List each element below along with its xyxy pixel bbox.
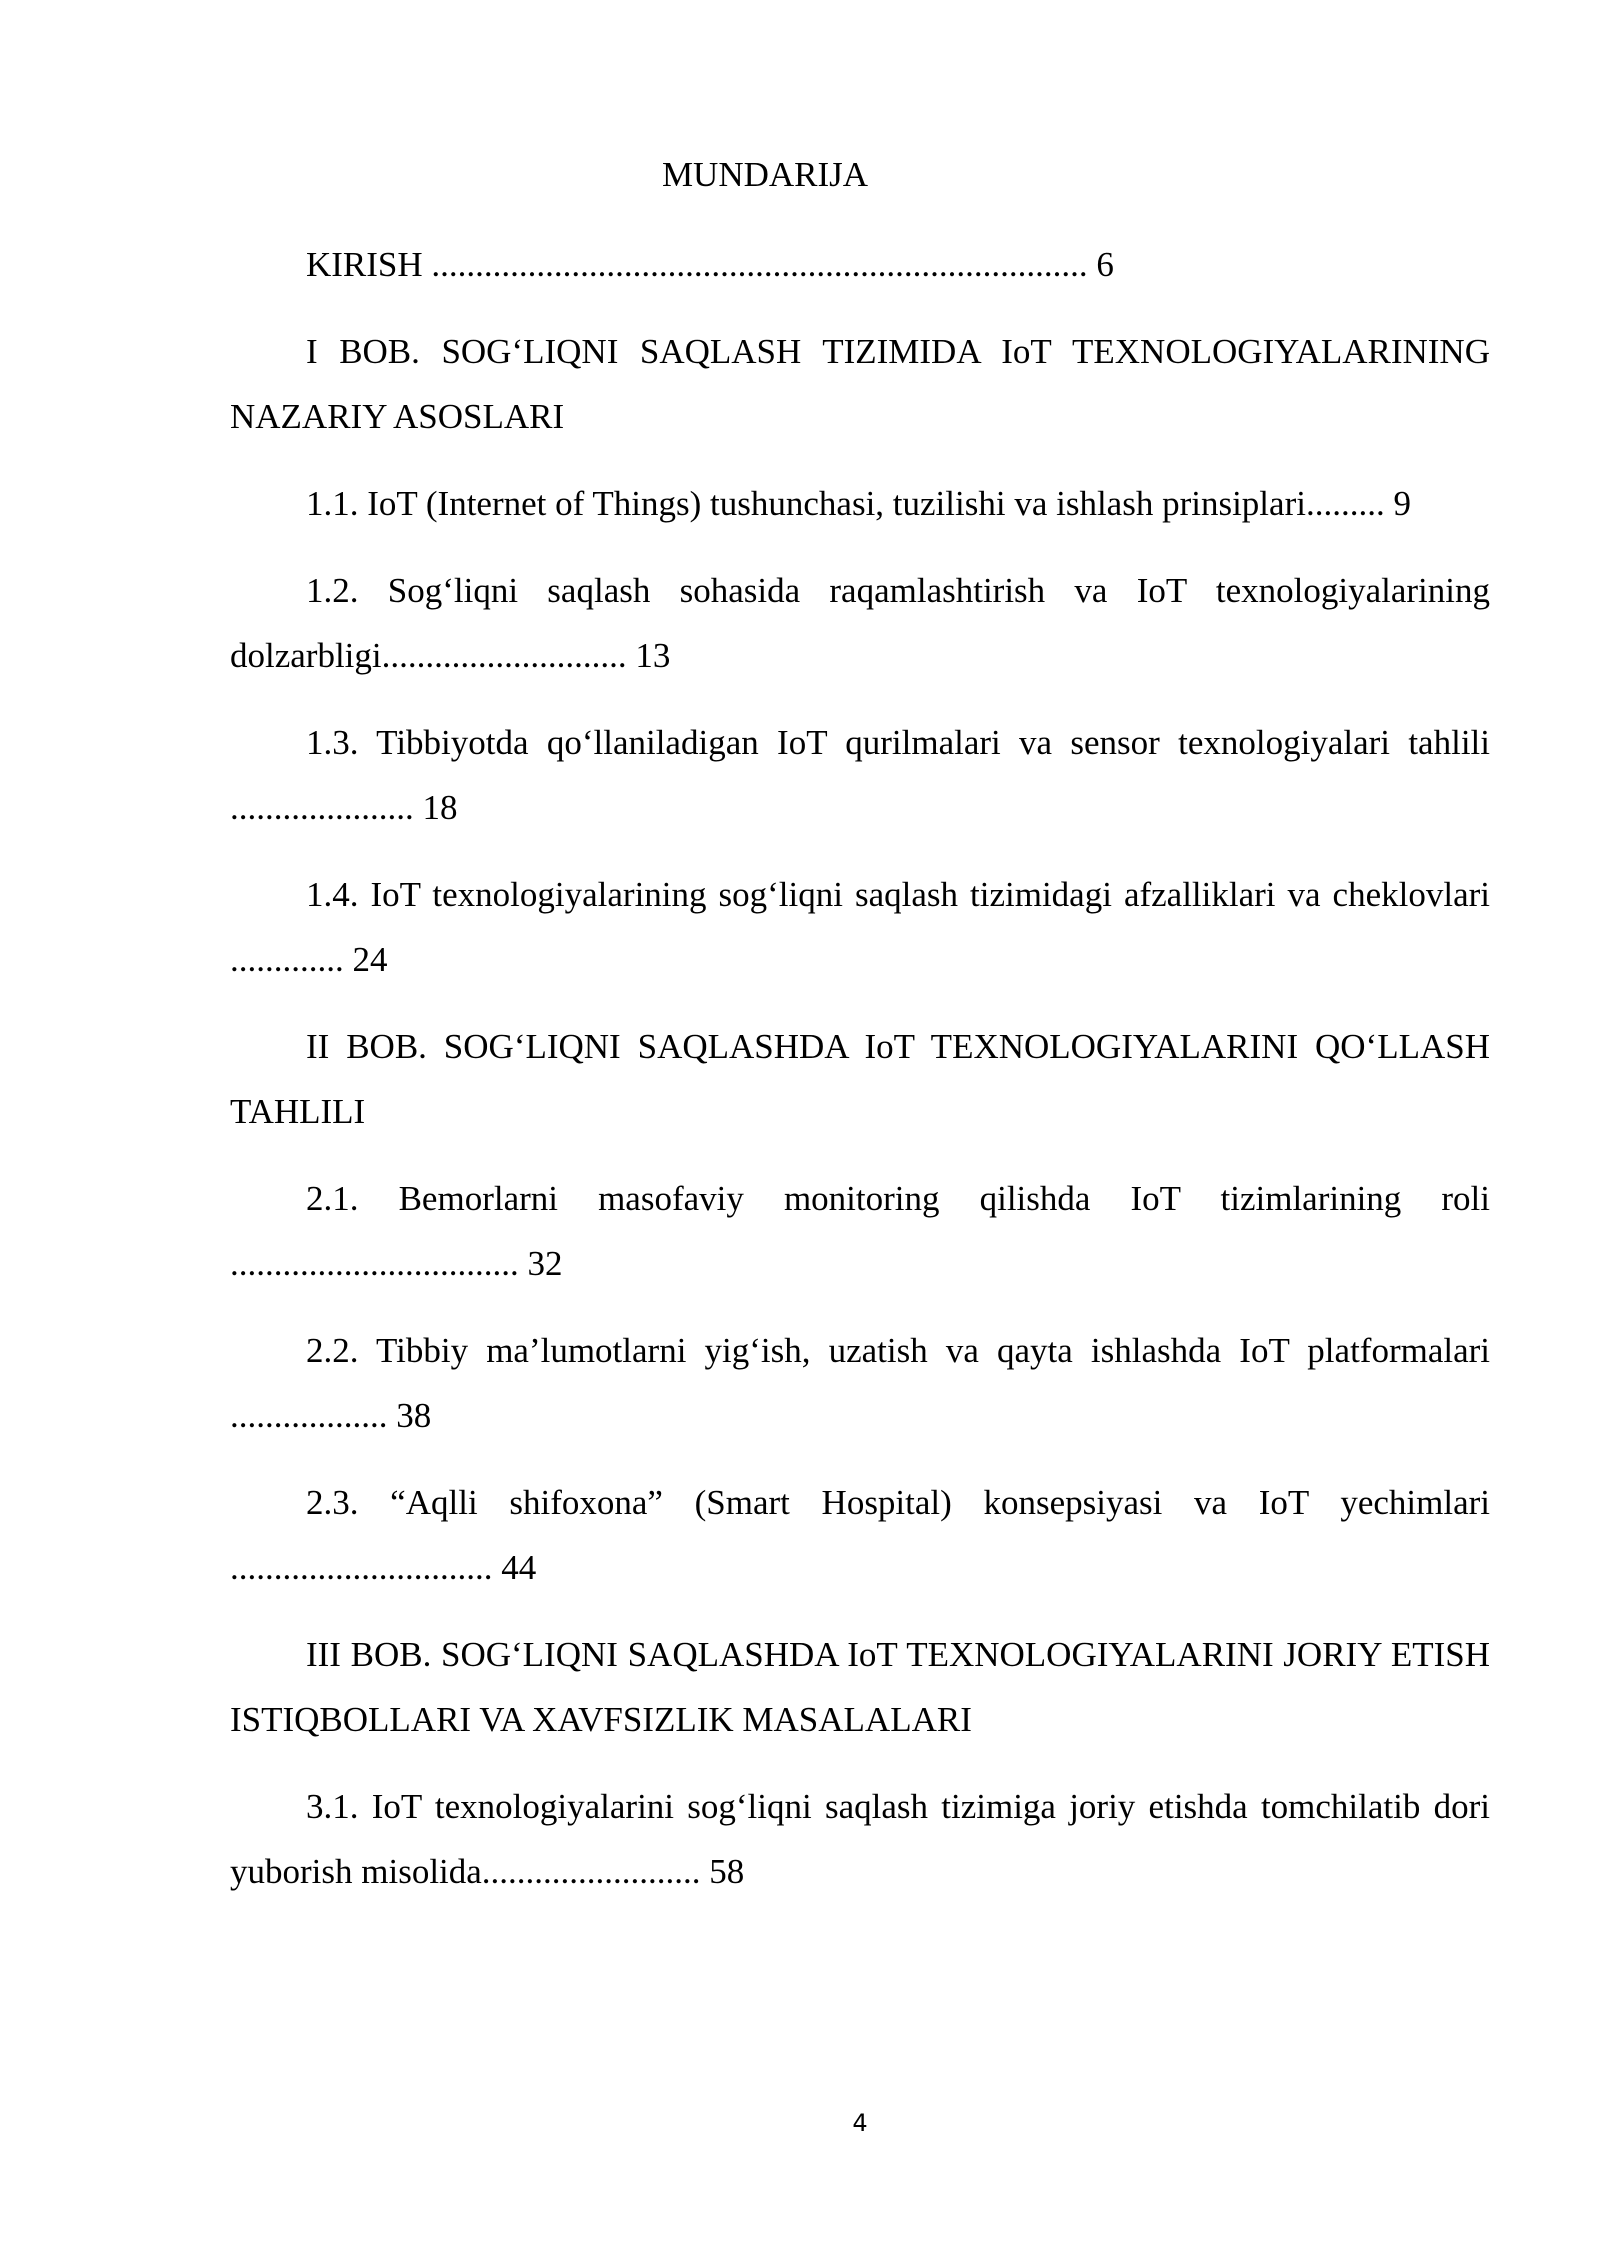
toc-section-3-1: 3.1. IoT texnologiyalarini sog‘liqni saqlash tizimiga joriy etishda tomchilatib dori yuborish misolida......................... 58 [230,1787,1490,1891]
page-title: MUNDARIJA [661,155,869,194]
toc-section-1-4: 1.4. IoT texnologiyalarining sog‘liqni saqlash tizimidagi afzalliklari va cheklovlari ............. 24 [230,875,1490,979]
toc-section-2-1: 2.1. Bemorlarni masofaviy monitoring qilishda IoT tizimlarining roli ................................. 32 [230,1179,1490,1283]
toc-section-1-1: 1.1. IoT (Internet of Things) tushunchasi, tuzilishi va ishlash prinsiplari......... 9 [306,484,1411,523]
toc-chapter-3: III BOB. SOG‘LIQNI SAQLASHDA IoT TEXNOLOGIYALARINI JORIY ETISH ISTIQBOLLARI VA XAVFSIZLIK MASALALARI [230,1635,1490,1739]
toc-section-1-2: 1.2. Sog‘liqni saqlash sohasida raqamlashtirish va IoT texnologiyalarining dolzarbligi............................ 13 [230,571,1490,675]
toc-chapter-2: II BOB. SOG‘LIQNI SAQLASHDA IoT TEXNOLOGIYALARINI QO‘LLASH TAHLILI [230,1027,1490,1131]
table-of-contents [230,232,1490,1926]
page-number: 4 [852,2109,868,2137]
toc-section-2-3: 2.3. “Aqlli shifoxona” (Smart Hospital) konsepsiyasi va IoT yechimlari .............................. 44 [230,1483,1490,1587]
toc-chapter-1: I BOB. SOG‘LIQNI SAQLASH TIZIMIDA IoT TEXNOLOGIYALARINING NAZARIY ASOSLARI [230,332,1490,436]
toc-entry-kirish: KIRISH ........................................................................... 6 [306,245,1114,284]
toc-section-2-2: 2.2. Tibbiy ma’lumotlarni yig‘ish, uzatish va qayta ishlashda IoT platformalari .................. 38 [230,1331,1490,1435]
toc-section-1-3: 1.3. Tibbiyotda qo‘llaniladigan IoT qurilmalari va sensor texnologiyalari tahlili ..................... 18 [230,723,1490,827]
